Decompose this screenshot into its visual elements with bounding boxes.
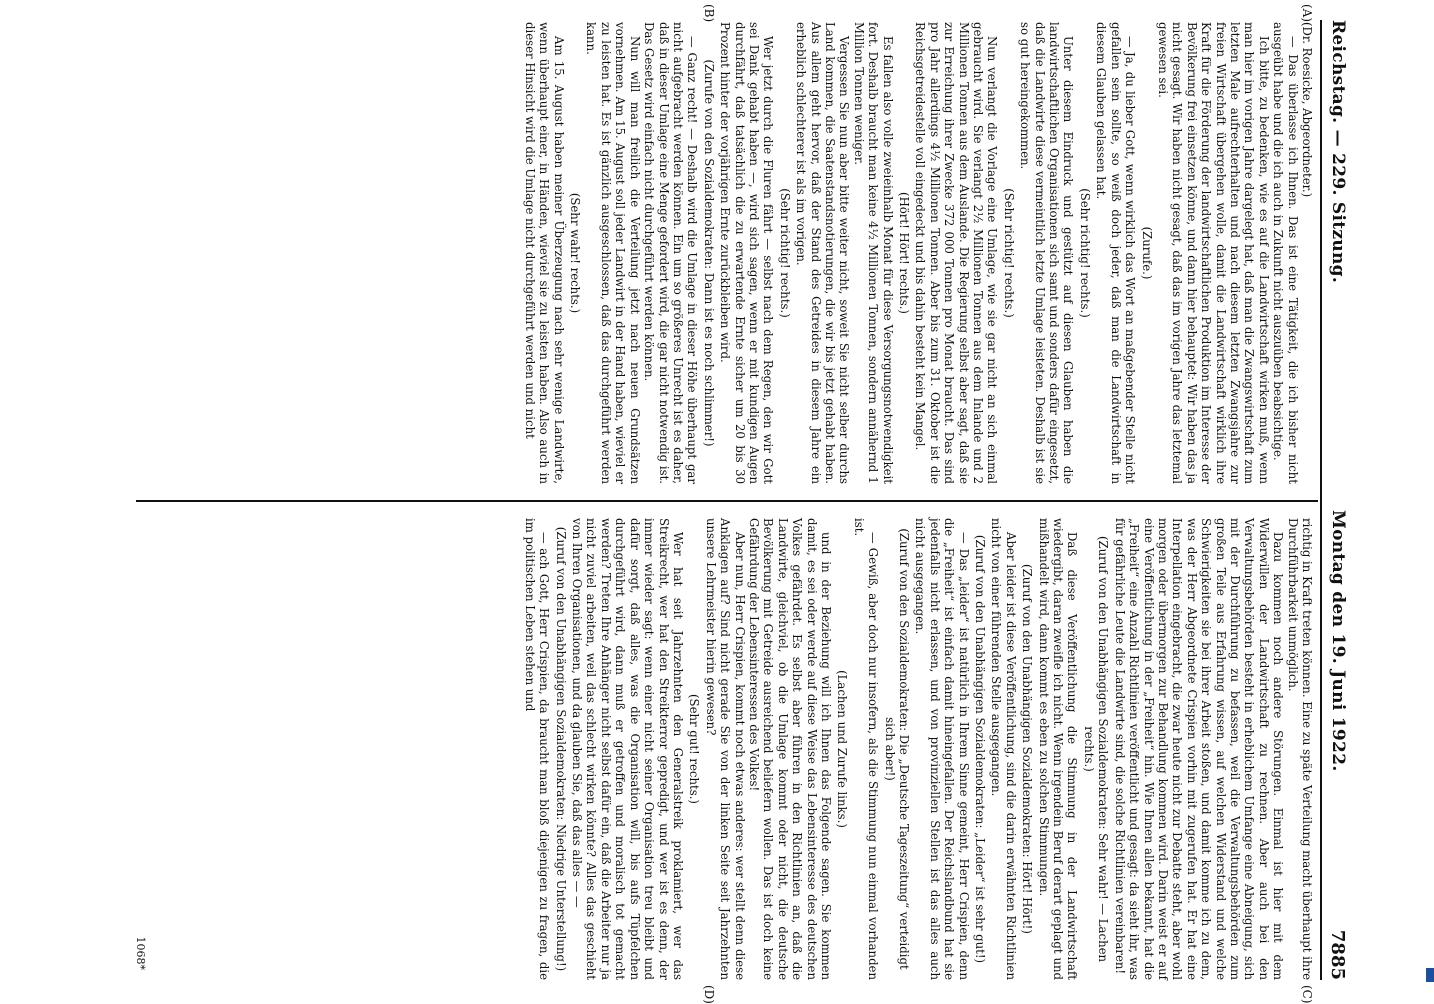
paragraph: Wer hat seit Jahrzehnten den Generalstreik proklamiert, wer das Streikrecht, wer hat den Streikterror gepredigt, und wer ist es denn, der immer wieder sagt: wenn einer nicht seiner Organisation treu bleibt und dafür sorgt, daß alles, was die Organisation will, bis aufs Tüpfelchen durchgeführt wird, dann muß er getroffen und moralisch tot gemacht werden? Treten Ihre Anhänger nicht selbst dafür ein, daß die Arbeiter nur ja nicht zuviel arbeiten, weil das schlecht wirken könnte? Alles das geschieht von Ihren Organisationen, und da glauben Sie, daß das alles — — bbox=[570, 518, 685, 980]
paragraph: (Dr. Roesicke, Abgeordneter.) bbox=[1300, 22, 1314, 198]
interjection: (Zurufe von den Sozialdemokraten: Dann ist es noch schlimmer!) bbox=[701, 59, 716, 447]
running-header-left: Reichstag. — 229. Sitzung. bbox=[1328, 20, 1348, 284]
paragraph: — Das überlasse ich Ihnen. Das ist eine Tätigkeit, die ich bisher nicht ausgeübt habe und die ich auch in Zukunft nicht auszuüben beabsichtige. bbox=[1271, 22, 1300, 484]
interjection: (Lachen und Zurufe links.) bbox=[835, 670, 850, 828]
running-header-right: Montag den 19. Juni 1922. bbox=[1328, 510, 1348, 772]
paragraph: Aber leider ist diese Veröffentlichung, sind die darin erwähnten Richtlinien nicht von einer führenden Stelle ausgegangen. bbox=[989, 518, 1018, 980]
interjection: (Zuruf von den Unabhängigen Sozialdemokraten: Niedrige Unterstellung!) bbox=[553, 526, 568, 972]
interjection: (Sehr richtig! rechts.) bbox=[1001, 188, 1016, 318]
paragraph: und in der Beziehung will ich Ihnen das Folgende sagen. Sie kommen damit, es sei oder werde auf diese Weise das Lebensinteresse des deutschen Volkes gefährdet. Es selbst aber führen in den Richtlinien an, daß die Landwirte, gleichviel, ob die Umlage kommt oder nicht, die deutsche Bevölkerung mit Getreide ausreichend beliefern wollen. Das ist doch keine Gefährdung der Lebensinteressen des Volkes! bbox=[746, 518, 833, 980]
paragraph: Ich bitte, zu bedenken, wie es auf die Landwirtschaft wirken muß, wenn man hier im vorigen Jahre dargelegt hat, daß man die Zwangswirtschaft zum letzten Male aufrechterhalten und nach diesem letzten Zwangsjahre zur freien Wirtschaft übergehen wolle, damit die Landwirtschaft wirklich ihre Kraft für die Förderung der landwirtschaftlichen Produktion im Interesse der Bevölkerung frei einsetzen könne, und dann hier behauptet: Wir haben das ja nicht gesagt. Wir haben nicht gesagt, daß das im vorigen Jahre das letztemal gewesen sei. bbox=[1155, 22, 1271, 484]
interjection: (Sehr wahr! rechts.) bbox=[568, 192, 583, 314]
paragraph: Daß diese Veröffentlichung die Stimmung in der Landwirtschaft wiedergibt, daran zweifle ich nicht. Wenn irgendein Beruf derart geplagt und mißhandelt wird, dann kommt es eben zu solchen Stimmungen. bbox=[1036, 518, 1080, 980]
paragraph: — Gewiß, aber doch nur insofern, als die Stimmung nun einmal vorhanden ist. bbox=[851, 518, 881, 980]
interjection: (Zuruf von den Sozialdemokraten: Die „Deutsche Tageszeitung“ verteidigt sich aber!) bbox=[882, 528, 912, 970]
newspaper-page bbox=[134, 4, 1356, 1004]
page-number: 7885 bbox=[1327, 929, 1348, 980]
margin-marker-d: (D) bbox=[702, 985, 716, 1004]
digitization-credit bbox=[1418, 4, 1432, 996]
header-rule bbox=[1320, 20, 1322, 980]
paragraph: richtig in Kraft treten können. Eine zu späte Verteilung macht überhaupt ihre Durchführbarkeit unmöglich. bbox=[1285, 518, 1314, 980]
paragraph: Aber nun, Herr Crispien, kommt noch etwas anderes: wer stellt denn diese Anklagen auf? Sind nicht gerade Sie von der linken Seite seit Jahrzehnten unsere Lehrmeister hierin gewesen? bbox=[703, 518, 747, 980]
margin-marker-b: (B) bbox=[702, 4, 716, 23]
text-column-right bbox=[522, 518, 1314, 980]
interjection: (Sehr richtig! rechts.) bbox=[1077, 188, 1092, 318]
paragraph: — Ja, du lieber Gott, wenn wirklich das Wort an maßgebender Stelle nicht gefallen sein sollte, so weiß doch jeder, daß man die Landwirtschaft in diesem Glauben gelassen hat. bbox=[1094, 22, 1138, 484]
interjection: (Zurufe.) bbox=[1139, 226, 1154, 280]
paragraph: — Das „leider“ ist natürlich in Ihrem Sinne gemeint, Herr Crispien, denn die „Freiheit“ ist einfach damit hineingefallen. Der Reichslandbund hat sie jedenfalls nicht erlassen, und von provinziellen Stellen ist das alles auch nicht ausgegangen. bbox=[913, 518, 971, 980]
paragraph: Es fallen also volle zweieinhalb Monat für diese Versorgungsnotwendigkeit fort. Deshalb braucht man keine 4½ Millionen Tonnen, sondern annähernd 1 Million Tonnen weniger. bbox=[851, 22, 895, 484]
paragraph: Unter diesem Eindruck und gestützt auf diesen Glauben haben die landwirtschaftlichen Organisationen sich samt und sonders dafür eingesetzt, daß die Landwirte diese vermeintlich letzte Umlage leisteten. Deshalb ist sie so gut hereingekommen. bbox=[1018, 22, 1076, 484]
paragraph: Dazu kommen noch andere Störungen. Einmal ist hier mit dem Widerwillen der Landwirtschaft zu rechnen. Aber auch bei den Verwaltungsbehörden besteht in erheblichem Umfange eine Abneigung, sich mit der Durchführung zu befassen, weil die Verwaltungsbehörden zum großen Teile aus Erfahrung wissen, auf welchen Widerstand und welche Schwierigkeiten sie bei ihrer Arbeit stoßen, und damit komme ich zu dem, was der Herr Abgeordnete Crispien vorhin mit zugerufen hat. Er hat eine Interpellation eingebracht, die zwar heute nicht zur Debatte steht, aber wohl morgen oder übermorgen zur Behandlung kommen wird. Darin weist er auf eine Veröffentlichung in der „Freiheit“ hin. Wie Ihnen allen bekannt, hat die „Freiheit“ eine Anzahl Richtlinien veröffentlicht und gesagt: da sieht ihr, was für gefährliche Leute die Landwirte sind, die solche Richtlinien vereinbaren! bbox=[1112, 518, 1286, 980]
footer-number: 1068* bbox=[134, 936, 147, 970]
margin-marker-c: (C) bbox=[1300, 985, 1314, 1004]
column-divider bbox=[136, 500, 1318, 502]
interjection: (Sehr richtig! rechts.) bbox=[777, 188, 792, 318]
paragraph: — Ganz recht! — Deshalb wird die Umlage in dieser Höhe überhaupt gar nicht aufgebracht werden können. Ein um so größeres Unrecht ist es daher, daß in dieser Umlage eine Menge gefordert wird, die gar nicht notwendig ist. Das Gesetz wird einfach nicht durchgeführt werden können. bbox=[642, 22, 700, 485]
paragraph: Nun verlangt die Vorlage eine Umlage, wie sie gar nicht an sich einmal gebraucht wird. Sie verlangt 2½ Millionen Tonnen aus dem Inlande und 2 Millionen Tonnen aus dem Auslande. Die Regierung selbst aber sagt, daß sie zur Erreichung ihrer Zwecke 372 000 Tonnen pro Monat braucht. Das sind pro Jahr allerdings 4½ Millionen Tonnen. Aber bis zum 31. Oktober ist die Reichsgetreidestelle voll eingedeckt und bis dahin besteht kein Mangel. bbox=[913, 22, 1000, 484]
paragraph: Wer jetzt durch die Fluren fährt — selbst nach dem Regen, den wir Gott sei Dank gehabt haben —, wird sich sagen, wenn er mit kundigen Augen durchfährt, daß tatsächlich die zu erwartende Ernte sicher um 20 bis 30 Prozent hinter der vorjährigen Ernte zurückbleiben wird. bbox=[718, 22, 776, 484]
interjection: (Zuruf von den Unabhängigen Sozialdemokraten: „Leider“ ist sehr gut!) bbox=[973, 534, 988, 964]
paragraph: Vergessen Sie nun aber bitte weiter nicht, soweit Sie nicht selber durchs Land kommen, die Saatenstandsnotierungen, die wir bis jetzt gehabt haben. Aus allem geht hervor, daß der Stand des Getreides in diesem Jahre ein erheblich schlechterer ist als im vorigen. bbox=[794, 22, 852, 484]
paragraph: Nun will man freilich die Verteilung jetzt nach neuen Grundsätzen vornehmen. Am 15. August soll jeder Landwirt in der Hand haben, wieviel er zu leisten hat. Es ist gänzlich ausgeschlossen, daß das durchgeführt werden kann. bbox=[584, 22, 642, 484]
interjection: (Zuruf von den Unabhängigen Sozialdemokraten: Sehr wahr! — Lachen rechts.) bbox=[1081, 535, 1111, 963]
interjection: (Hört! Hört! rechts.) bbox=[897, 192, 912, 314]
margin-marker-a: (A) bbox=[1300, 4, 1314, 23]
interjection: (Sehr gut! rechts.) bbox=[687, 694, 702, 804]
text-column-left bbox=[522, 22, 1314, 484]
paragraph: Am 15. August haben meiner Überzeugung nach sehr wenige Landwirte, wenn überhaupt einer, in Händen, wieviel sie zu leisten haben. Also auch in dieser Hinsicht wird die Umlage nicht durchgeführt werden und nicht bbox=[522, 22, 566, 484]
dfg-logo bbox=[1426, 968, 1434, 982]
interjection: (Zuruf von den Unabhängigen Sozialdemokraten: Hört! Hört!) bbox=[1020, 564, 1035, 934]
paragraph: — ach Gott, Herr Crispien, da braucht man bloß diejenigen zu fragen, die im politischen Leben stehen und bbox=[522, 518, 552, 980]
